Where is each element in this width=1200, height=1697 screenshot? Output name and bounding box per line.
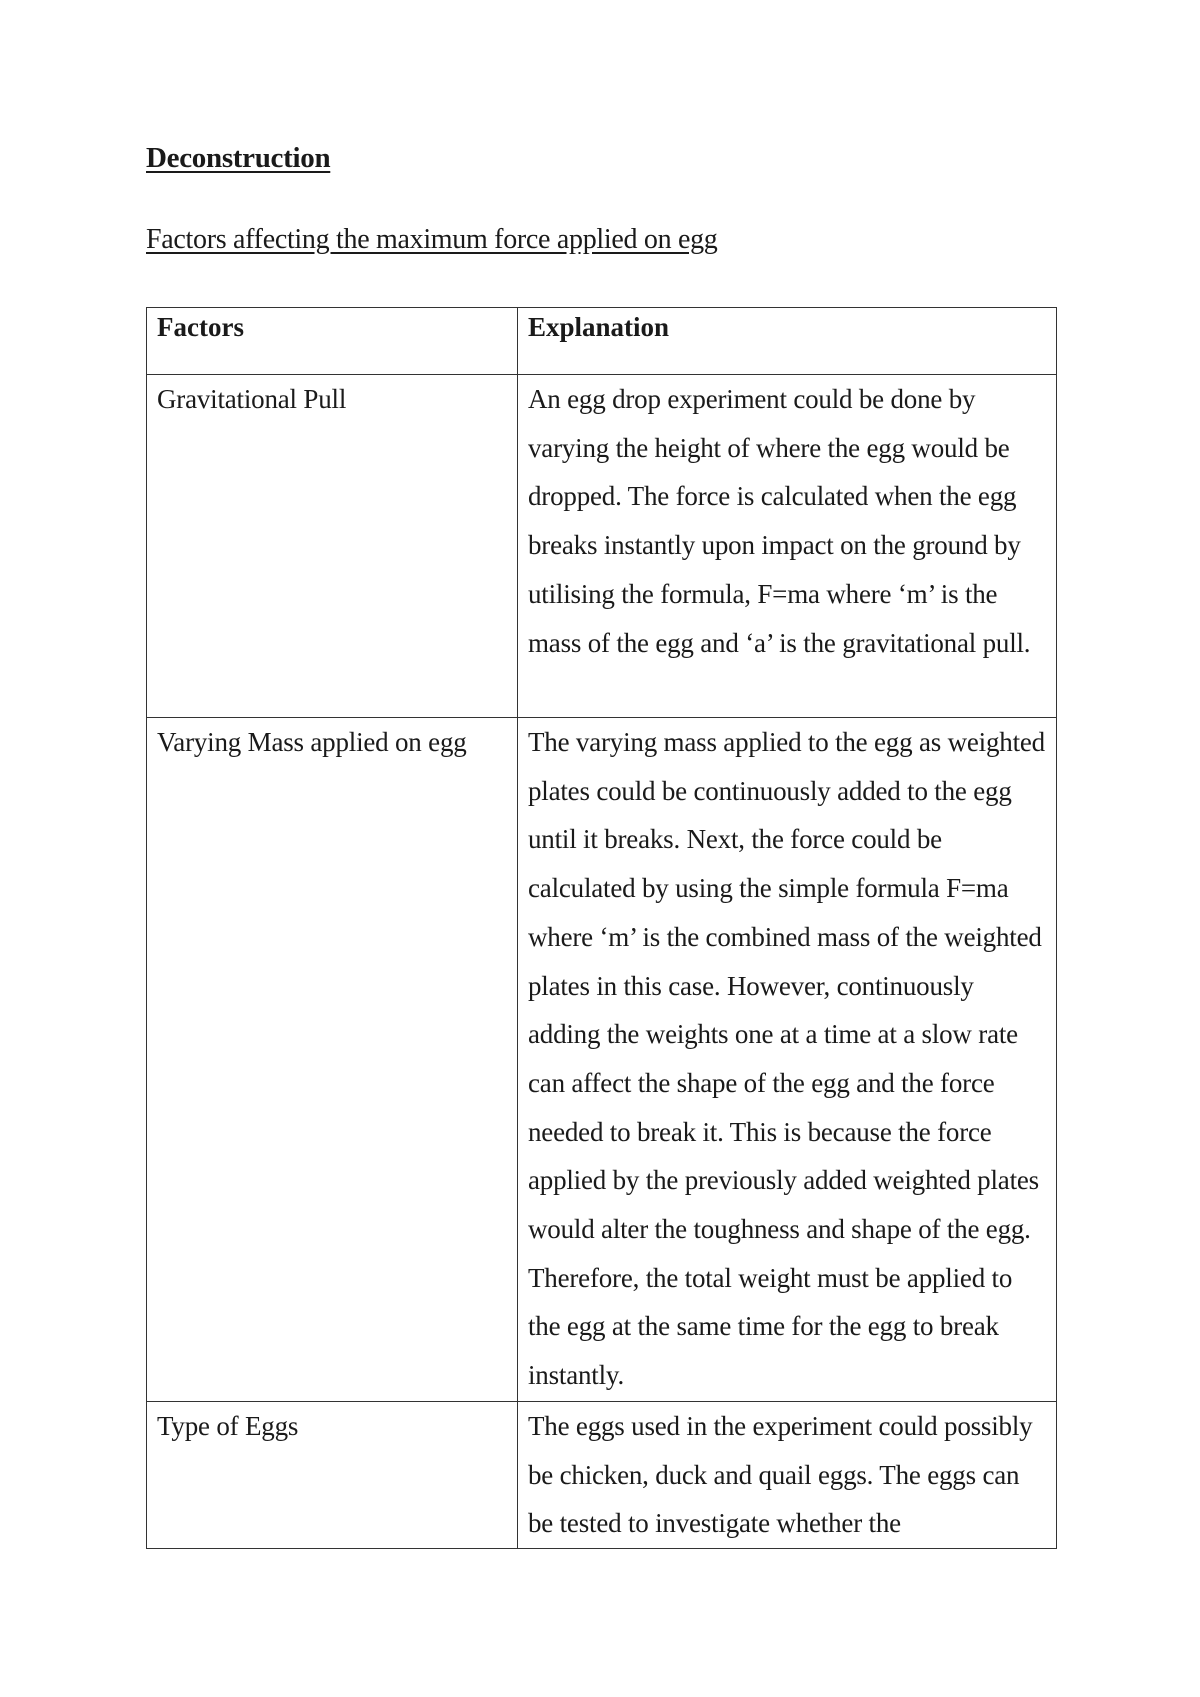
explanation-cell: The varying mass applied to the egg as weighted plates could be continuously added to the egg until it breaks. Next, the force could be calculated by using the simple formula F=ma where ‘m’ is the combined mass of the weighted plates in this case. However, continuously adding the weights one at a time at a slow rate can affect the shape of the egg and the force needed to break it. This is because the force applied by the previously added weighted plates would alter the toughness and shape of the egg. Therefore, the total weight must be applied to the egg at the same time for the egg to break instantly.	[518, 718, 1057, 1402]
factor-cell: Type of Eggs	[147, 1402, 518, 1549]
explanation-cell: An egg drop experiment could be done by varying the height of where the egg would be dropped. The force is calculated when the egg breaks instantly upon impact on the ground by utilising the formula, F=ma where ‘m’ is the mass of the egg and ‘a’ is the gravitational pull.	[518, 375, 1057, 718]
section-subtitle: Factors affecting the maximum force applied on egg	[146, 224, 718, 255]
factors-table	[146, 307, 1057, 1549]
header-factors: Factors	[147, 308, 518, 375]
table-row	[147, 375, 1057, 718]
explanation-cell: The eggs used in the experiment could possibly be chicken, duck and quail eggs. The eggs can be tested to investigate whether the	[518, 1402, 1057, 1549]
table-row	[147, 1402, 1057, 1549]
table-header-row	[147, 308, 1057, 375]
page-title: Deconstruction	[146, 142, 331, 174]
factor-cell: Gravitational Pull	[147, 375, 518, 718]
factor-cell: Varying Mass applied on egg	[147, 718, 518, 1402]
table-row	[147, 718, 1057, 1402]
header-explanation: Explanation	[518, 308, 1057, 375]
